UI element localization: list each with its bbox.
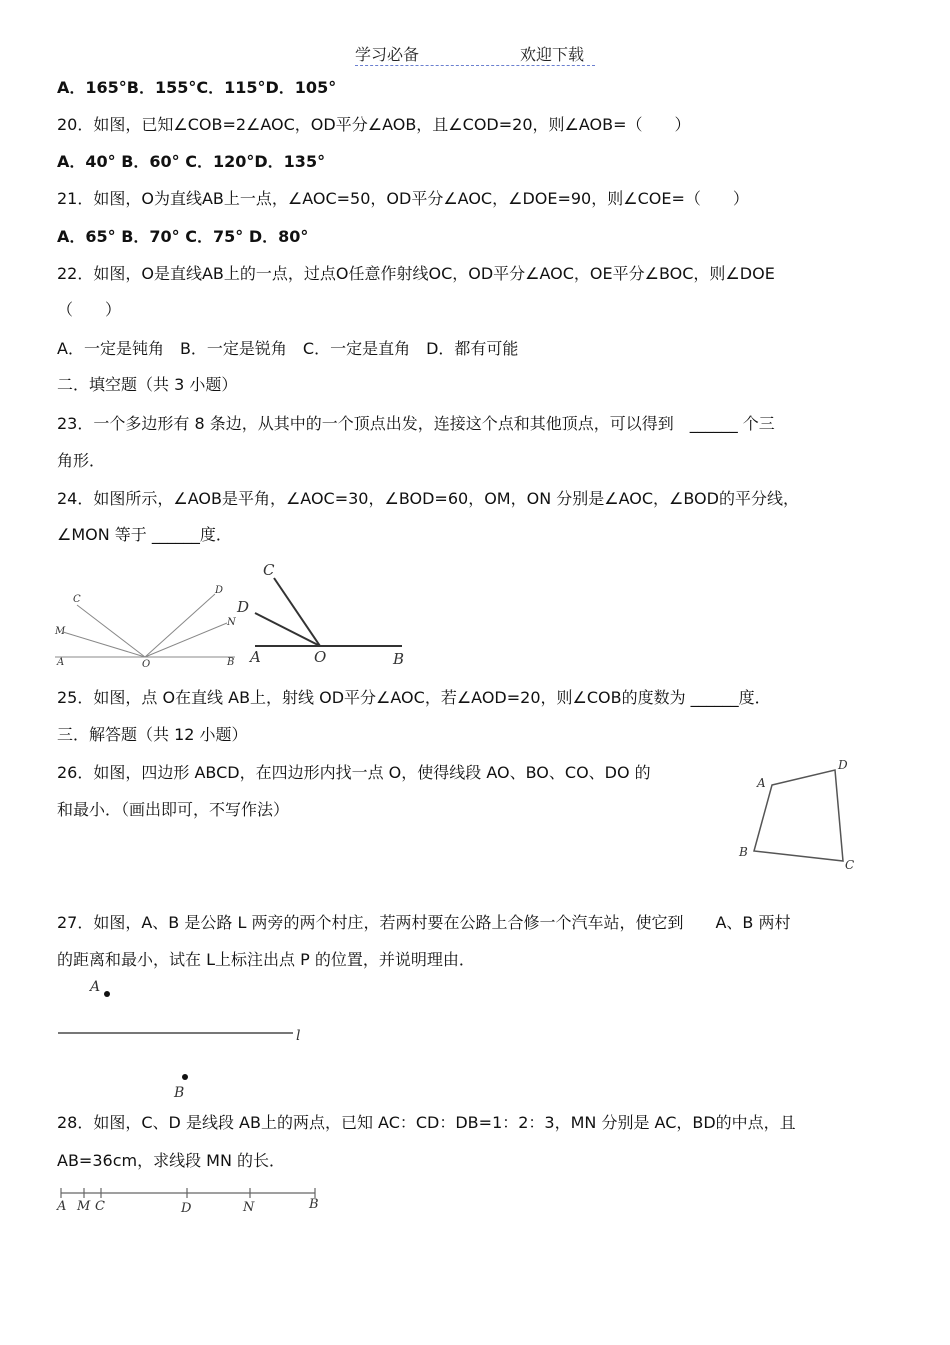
page-header — [355, 40, 595, 66]
q21-stem: 21．如图，O为直线AB上一点，∠AOC=50，OD平分∠AOC，∠DOE=90，则∠COE=（ ） — [57, 189, 749, 208]
label-O: O — [142, 659, 151, 670]
q26-stem: 26．如图，四边形 ABCD，在四边形内找一点 O，使得线段 AO、BO、CO、DO 的 — [57, 763, 651, 782]
label-A: A — [250, 648, 261, 666]
q20-options: A．40° B．60° C．120°D．135° — [57, 152, 326, 171]
q22-options: A．一定是钝角 B．一定是锐角 C．一定是直角 D．都有可能 — [57, 339, 519, 358]
q21-options: A．65° B．70° C．75° D．80° — [57, 227, 309, 246]
label-A: A — [757, 776, 766, 790]
label-B: B — [174, 1085, 185, 1101]
q25-stem: 25．如图，点 O在直线 AB上，射线 OD平分∠AOC，若∠AOD=20，则∠COB的度数为 ______度． — [57, 688, 771, 707]
q28-stem: 28．如图，C、D 是线段 AB上的两点，已知 AC：CD：DB=1：2：3，MN 分别是 AC，BD的中点，且 — [57, 1113, 796, 1132]
header-underline — [355, 65, 595, 66]
label-A: A — [90, 979, 101, 995]
label-l: l — [296, 1028, 301, 1044]
label-M: M — [77, 1199, 91, 1214]
q27-stem-cont: 的距离和最小，试在 L上标注出点 P 的位置，并说明理由． — [57, 950, 475, 969]
q23-stem: 23．一个多边形有 8 条边，从其中的一个顶点出发，连接这个点和其他顶点，可以得到 ______ 个三 — [57, 414, 775, 433]
q20-stem: 20．如图，已知∠COB=2∠AOC，OD平分∠AOB，且∠COD=20，则∠AOB=（ ） — [57, 115, 691, 134]
q22-stem: 22．如图，O是直线AB上的一点，过点O任意作射线OC，OD平分∠AOC，OE平分∠BOC，则∠DOE — [57, 264, 775, 283]
label-A: A — [57, 657, 65, 668]
q22-stem-cont: （ ） — [57, 300, 122, 319]
section-2-title: 二．填空题（共 3 小题） — [57, 375, 238, 394]
label-B: B — [739, 845, 748, 859]
header-right: 欢迎下载 — [520, 45, 585, 64]
header-left: 学习必备 — [355, 45, 420, 64]
label-C: C — [95, 1199, 105, 1214]
label-D: D — [181, 1201, 192, 1216]
label-C: C — [845, 858, 855, 872]
figure-26 — [735, 755, 865, 880]
section-3-title: 三．解答题（共 12 小题） — [57, 725, 248, 744]
label-C: C — [263, 561, 275, 579]
figure-24-left — [55, 585, 245, 670]
label-B: B — [393, 650, 405, 668]
label-M: M — [55, 626, 66, 637]
label-D: D — [237, 598, 250, 616]
label-N: N — [227, 617, 236, 628]
figure-24-right — [237, 555, 410, 670]
label-C: C — [73, 594, 81, 605]
label-O: O — [314, 648, 327, 666]
label-B: B — [227, 657, 235, 668]
figure-27 — [55, 975, 315, 1100]
q27-stem: 27．如图，A、B 是公路 L 两旁的两个村庄，若两村要在公路上合修一个汽车站，使它到 A、B 两村 — [57, 913, 791, 932]
figure-28 — [55, 1183, 335, 1223]
q24-stem: 24．如图所示，∠AOB是平角，∠AOC=30，∠BOD=60，OM，ON 分别是∠AOC，∠BOD的平分线， — [57, 489, 799, 508]
q19-options: A．165°B．155°C．115°D．105° — [57, 78, 337, 97]
q26-stem-cont: 和最小．（画出即可，不写作法） — [57, 800, 290, 819]
label-D: D — [838, 758, 848, 772]
label-A: A — [57, 1199, 67, 1214]
q28-stem-cont: AB=36cm，求线段 MN 的长． — [57, 1151, 286, 1170]
label-N: N — [243, 1200, 255, 1215]
q23-stem-cont: 角形． — [57, 451, 106, 470]
q24-stem-cont: ∠MON 等于 ______度． — [57, 525, 232, 544]
label-D: D — [215, 585, 224, 596]
label-B: B — [309, 1197, 319, 1212]
